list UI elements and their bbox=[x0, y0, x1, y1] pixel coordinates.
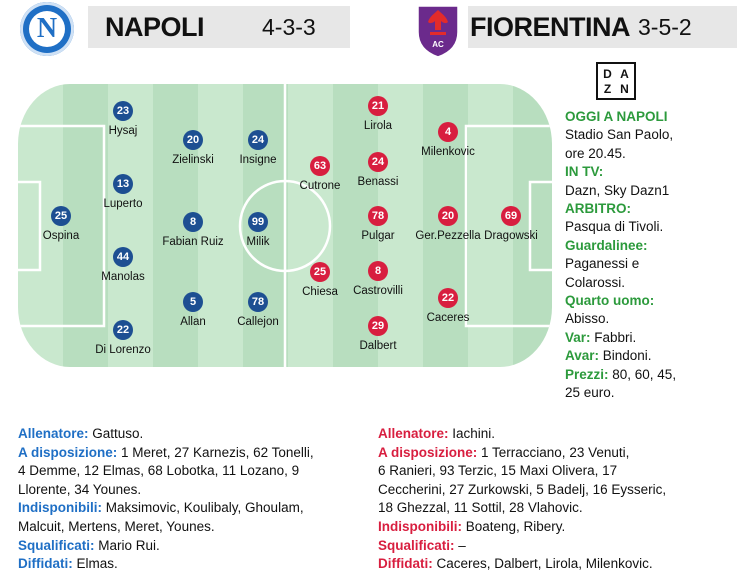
fiorentina-coach: Allenatore: Iachini. bbox=[378, 426, 496, 441]
tv-label: IN TV: bbox=[565, 164, 604, 180]
fiorentina-warned: Diffidati: Caceres, Dalbert, Lirola, Milenkovic. bbox=[378, 556, 653, 572]
pitch bbox=[18, 84, 552, 367]
napoli-bench: A disposizione: 1 Meret, 27 Karnezis, 62 Tonelli, bbox=[18, 444, 314, 460]
avar-line: Avar: Bindoni. bbox=[565, 348, 652, 364]
away-team-name: FIORENTINA bbox=[470, 12, 630, 42]
player-napoli: 22 Di Lorenzo bbox=[73, 320, 173, 364]
var-line: Var: Fabbri. bbox=[565, 329, 637, 345]
player-fiorentina: 63 Cutrone bbox=[270, 156, 370, 200]
napoli-logo-icon: N bbox=[20, 2, 74, 56]
fiorentina-unavailable: Indisponibili: Boateng, Ribery. bbox=[378, 518, 566, 534]
fiorentina-bench: A disposizione: 1 Terracciano, 23 Venuti, bbox=[378, 444, 630, 460]
fourth-official-label: Quarto uomo: bbox=[565, 293, 655, 309]
fiorentina-suspended: Squalificati: – bbox=[378, 537, 466, 553]
player-fiorentina: 22 Caceres bbox=[398, 288, 498, 332]
prices-line-2: 25 euro. bbox=[565, 385, 615, 401]
venue-label: OGGI A NAPOLI bbox=[565, 109, 668, 124]
napoli-bench-3: Llorente, 34 Younes. bbox=[18, 481, 142, 497]
referee-label: ARBITRO: bbox=[565, 201, 631, 217]
player-napoli: 24 Insigne bbox=[208, 130, 308, 174]
player-fiorentina: 78 Pulgar bbox=[328, 206, 428, 250]
player-fiorentina: 24 Benassi bbox=[328, 152, 428, 196]
dazn-logo-icon: D A Z N bbox=[596, 62, 636, 100]
napoli-notes bbox=[18, 425, 368, 574]
player-fiorentina: 4 Milenkovic bbox=[398, 122, 498, 166]
napoli-unavailable: Indisponibili: Maksimovic, Koulibaly, Ghoulam, bbox=[18, 500, 304, 516]
napoli-unavailable-2: Malcuit, Mertens, Meret, Younes. bbox=[18, 518, 215, 534]
fiorentina-bench-4: 18 Ghezzal, 11 Sottil, 28 Vlahovic. bbox=[378, 500, 583, 516]
player-napoli: 25 Ospina bbox=[18, 206, 111, 250]
linesmen-label: Guardalinee: bbox=[565, 237, 648, 253]
fiorentina-bench-3: Ceccherini, 27 Zurkowski, 5 Badelj, 16 Eysseric, bbox=[378, 481, 667, 497]
player-fiorentina: 21 Lirola bbox=[328, 96, 428, 140]
away-team-formation: 3-5-2 bbox=[638, 14, 692, 40]
tv-value: Dazn, Sky Dazn1 bbox=[565, 182, 670, 198]
home-team-name: NAPOLI bbox=[105, 12, 205, 42]
home-team-formation: 4-3-3 bbox=[262, 14, 316, 40]
match-header bbox=[0, 0, 737, 58]
kickoff-value: ore 20.45. bbox=[565, 145, 626, 161]
player-fiorentina: 69 Dragowski bbox=[461, 206, 552, 250]
linesmen-value: Paganessi e bbox=[565, 256, 640, 272]
linesmen-value-2: Colarossi. bbox=[565, 274, 626, 290]
fiorentina-notes bbox=[378, 425, 733, 574]
player-napoli: 99 Milik bbox=[208, 212, 308, 256]
venue-value: Stadio San Paolo, bbox=[565, 127, 674, 143]
player-napoli: 44 Manolas bbox=[73, 247, 173, 291]
napoli-bench-2: 4 Demme, 12 Elmas, 68 Lobotka, 11 Lozano, 9 bbox=[18, 463, 300, 479]
player-napoli: 13 Luperto bbox=[73, 174, 173, 218]
fiorentina-bench-2: 6 Ranieri, 93 Terzic, 15 Maxi Olivera, 17 bbox=[378, 463, 618, 479]
match-info bbox=[565, 108, 735, 403]
player-napoli: 8 Fabian Ruiz bbox=[143, 212, 243, 256]
fourth-official-value: Abisso. bbox=[565, 311, 610, 327]
player-fiorentina: 29 Dalbert bbox=[328, 316, 428, 360]
referee-value: Pasqua di Tivoli. bbox=[565, 219, 664, 235]
player-napoli: 23 Hysaj bbox=[73, 101, 173, 145]
player-napoli: 20 Zielinski bbox=[143, 130, 243, 174]
napoli-warned: Diffidati: Elmas. bbox=[18, 556, 118, 572]
prices-line: Prezzi: 80, 60, 45, bbox=[565, 366, 677, 382]
player-napoli: 78 Callejon bbox=[208, 292, 308, 336]
player-fiorentina: 25 Chiesa bbox=[270, 262, 370, 306]
napoli-suspended: Squalificati: Mario Rui. bbox=[18, 537, 160, 553]
player-fiorentina: 20 Ger.Pezzella bbox=[398, 206, 498, 250]
fiorentina-logo-icon bbox=[416, 2, 460, 58]
player-napoli: 5 Allan bbox=[143, 292, 243, 336]
svg-text:AC: AC bbox=[432, 40, 444, 49]
player-fiorentina: 8 Castrovilli bbox=[328, 261, 428, 305]
napoli-coach: Allenatore: Gattuso. bbox=[18, 426, 144, 441]
